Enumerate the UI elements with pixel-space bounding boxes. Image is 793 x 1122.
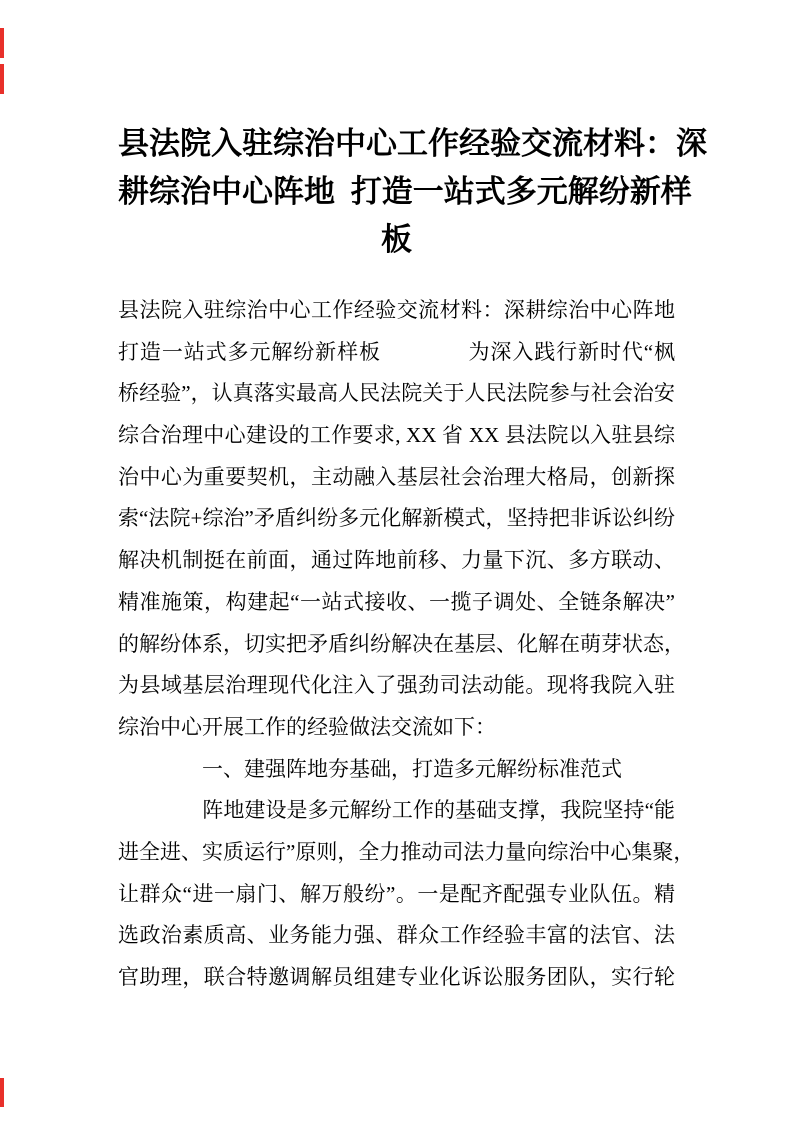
document-body: [118, 290, 695, 999]
document-title: [118, 120, 707, 264]
title-line-1: 县法院入驻综治中心工作经验交流材料：深: [118, 126, 707, 161]
body-line: 综合治理中心建设的工作要求, XX 省 XX 县法院以入驻县综: [118, 423, 675, 448]
body-line: 打造一站式多元解纷新样板 为深入践行新时代“枫: [118, 339, 675, 364]
body-line: 为县域基层治理现代化注入了强劲司法动能。现将我院入驻: [118, 673, 675, 698]
title-line-3: 板: [381, 222, 412, 257]
body-line: 让群众“进一扇门、解万般纷”。一是配齐配强专业队伍。精: [118, 881, 675, 906]
body-line: 桥经验”，认真落实最高人民法院关于人民法院参与社会治安: [118, 381, 675, 406]
body-line: 的解纷体系，切实把矛盾纠纷解决在基层、化解在萌芽状态，: [118, 631, 685, 656]
body-line: 进全进、实质运行”原则，全力推动司法力量向综治中心集聚，: [118, 839, 695, 864]
margin-mark: [0, 28, 4, 58]
body-line: 索“法院+综治”矛盾纠纷多元化解新模式，坚持把非诉讼纠纷: [118, 506, 675, 531]
body-line: 解决机制挺在前面，通过阵地前移、力量下沉、多方联动、: [118, 548, 675, 573]
body-line: 综治中心开展工作的经验做法交流如下：: [118, 714, 496, 739]
body-line: 精准施策，构建起“一站式接收、一揽子调处、全链条解决”: [118, 589, 675, 614]
body-line: 一、建强阵地夯基础，打造多元解纷标准范式: [118, 756, 622, 781]
body-line: 治中心为重要契机，主动融入基层社会治理大格局，创新探: [118, 464, 675, 489]
body-line: 阵地建设是多元解纷工作的基础支撑，我院坚持“能: [118, 798, 675, 823]
margin-mark: [0, 1078, 4, 1107]
margin-mark: [0, 64, 4, 94]
body-line: 县法院入驻综治中心工作经验交流材料：深耕综治中心阵地: [118, 298, 675, 322]
body-line: 选政治素质高、业务能力强、群众工作经验丰富的法官、法: [118, 923, 675, 948]
body-line: 官助理，联合特邀调解员组建专业化诉讼服务团队，实行轮: [118, 965, 675, 989]
title-line-2: 耕综治中心阵地 打造一站式多元解纷新样: [118, 174, 692, 209]
